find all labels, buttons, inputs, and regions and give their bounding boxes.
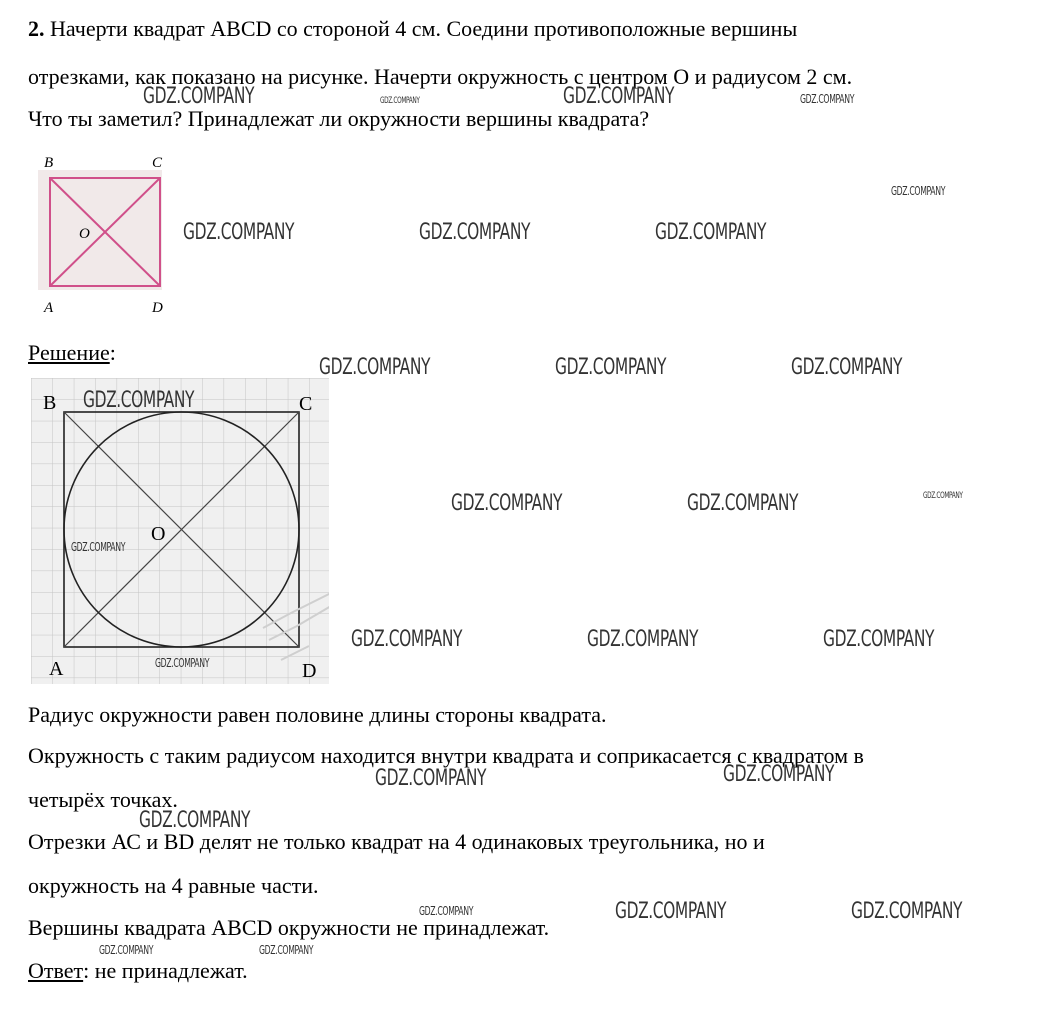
watermark: GDZ.COMPANY <box>419 904 474 918</box>
watermark: GDZ.COMPANY <box>891 184 946 198</box>
watermark: GDZ.COMPANY <box>615 899 727 924</box>
watermark: GDZ.COMPANY <box>655 220 767 245</box>
solution-paragraph-6: Вершины квадрата ABCD окружности не принадлежат. <box>28 915 550 940</box>
watermark: GDZ.COMPANY <box>83 388 195 413</box>
solution-heading-line <box>28 340 116 366</box>
solution-heading: Решение <box>28 340 110 365</box>
watermark: GDZ.COMPANY <box>351 627 463 652</box>
watermark: GDZ.COMPANY <box>451 491 563 516</box>
fig1-label-c: C <box>152 155 163 171</box>
watermark: GDZ.COMPANY <box>183 220 295 245</box>
answer-label: Ответ <box>28 958 84 983</box>
solution-paragraph-3: четырёх точках. <box>28 787 178 812</box>
task-line-1 <box>28 16 797 42</box>
answer-text: : не принадлежат. <box>83 958 248 983</box>
watermark: GDZ.COMPANY <box>791 355 903 380</box>
watermark: GDZ.COMPANY <box>419 220 531 245</box>
answer-line <box>28 958 248 984</box>
task-line-3: Что ты заметил? Принадлежат ли окружности вершины квадрата? <box>28 106 650 131</box>
sol-label-b: B <box>43 392 57 414</box>
solution-figure <box>31 378 329 684</box>
solution-paragraph-2: Окружность с таким радиусом находится внутри квадрата и соприкасается с квадратом в <box>28 743 864 768</box>
solution-paragraph-5: окружность на 4 равные части. <box>28 873 319 898</box>
watermark: GDZ.COMPANY <box>99 943 154 957</box>
task-line-2: отрезками, как показано на рисунке. Начерти окружность с центром O и радиусом 2 см. <box>28 64 853 89</box>
sol-label-c: C <box>299 393 313 415</box>
sol-label-o: O <box>151 523 166 545</box>
watermark: GDZ.COMPANY <box>587 627 699 652</box>
watermark: GDZ.COMPANY <box>143 84 255 109</box>
solution-heading-colon: : <box>109 340 116 365</box>
watermark: GDZ.COMPANY <box>851 899 963 924</box>
fig1-label-a: A <box>44 300 54 316</box>
watermark: GDZ.COMPANY <box>259 943 314 957</box>
fig1-label-o: O <box>79 226 90 242</box>
watermark: GDZ.COMPANY <box>687 491 799 516</box>
task-text-1: Начерти квадрат ABCD со стороной 4 см. Соедини противоположные вершины <box>50 16 798 41</box>
fig1-label-b: B <box>44 155 54 171</box>
watermark: GDZ.COMPANY <box>380 96 420 106</box>
watermark: GDZ.COMPANY <box>319 355 431 380</box>
watermark: GDZ.COMPANY <box>563 84 675 109</box>
watermark: GDZ.COMPANY <box>555 355 667 380</box>
watermark: GDZ.COMPANY <box>71 540 126 554</box>
watermark: GDZ.COMPANY <box>823 627 935 652</box>
solution-paragraph-4: Отрезки АС и ВD делят не только квадрат на 4 одинаковых треугольника, но и <box>28 829 765 854</box>
task-figure-square <box>28 148 178 320</box>
sol-label-a: A <box>49 658 64 680</box>
solution-paragraph-1: Радиус окружности равен половине длины стороны квадрата. <box>28 702 607 727</box>
sol-label-d: D <box>302 660 317 682</box>
fig1-label-d: D <box>152 300 163 316</box>
watermark: GDZ.COMPANY <box>723 762 835 787</box>
watermark: GDZ.COMPANY <box>139 808 251 833</box>
watermark: GDZ.COMPANY <box>155 656 210 670</box>
watermark: GDZ.COMPANY <box>800 92 855 106</box>
watermark: GDZ.COMPANY <box>375 766 487 791</box>
watermark: GDZ.COMPANY <box>923 491 963 501</box>
task-number: 2. <box>28 16 45 41</box>
